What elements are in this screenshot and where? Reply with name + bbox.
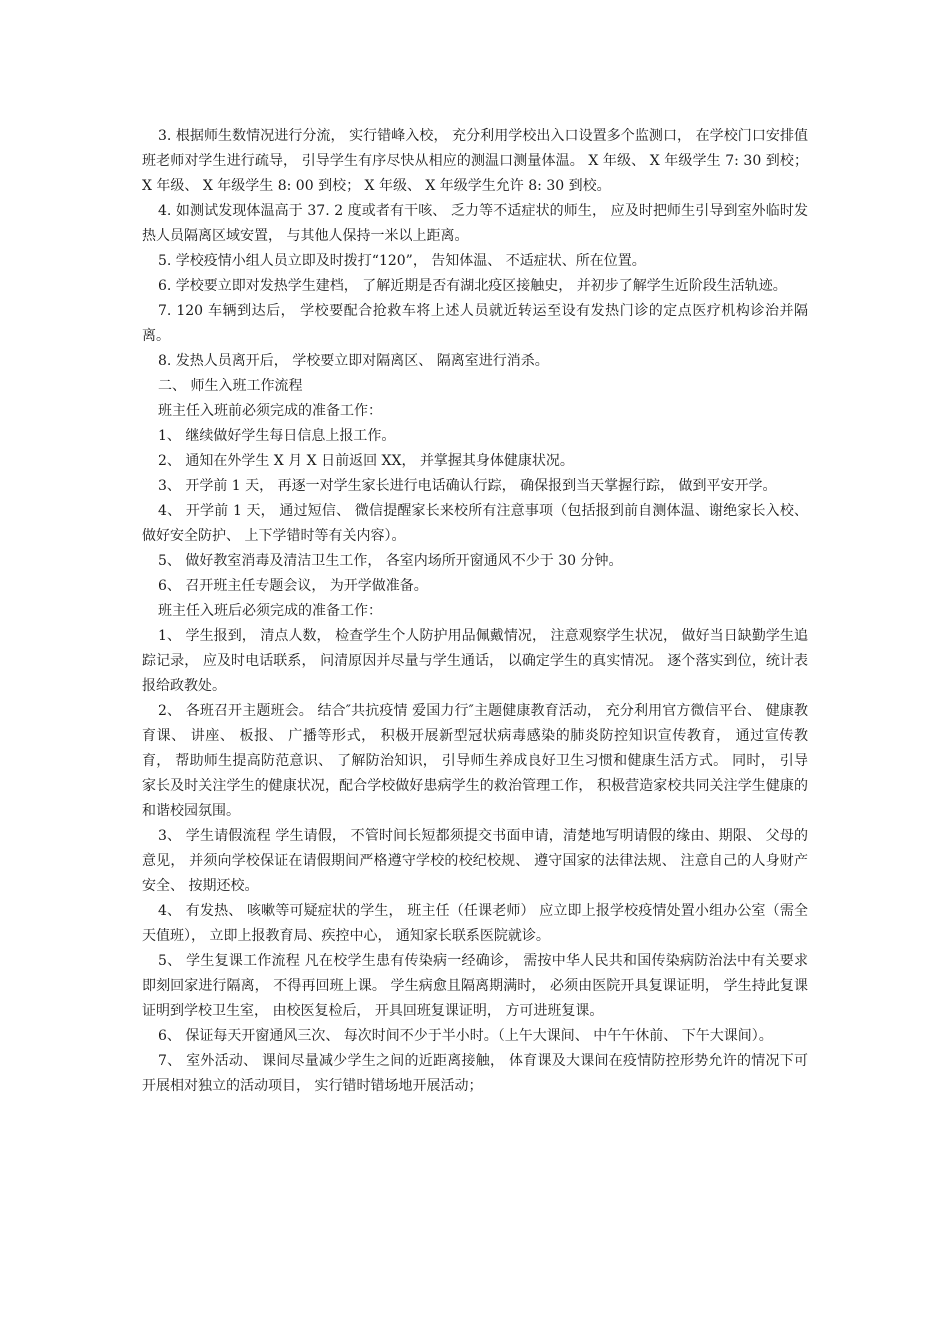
after-item-5: 5、 学生复课工作流程 凡在校学生患有传染病一经确诊， 需按中华人民共和国传染病防治法中有关要求即刻回家进行隔离， 不得再回班上课。 学生病愈且隔离期满时， 必须由医院开具复课证明， 学生持此复课证明到学校卫生室， 由校医复检后， 开具回班复课证明， 方可进班复课。	[142, 953, 808, 1019]
subheading-after-class: 班主任入班后必须完成的准备工作：	[158, 603, 382, 619]
before-item-2: 2、 通知在外学生 X 月 X 日前返回 XX， 并掌握其身体健康状况。	[158, 453, 574, 469]
before-item-4: 4、 开学前 1 天， 通过短信、 微信提醒家长来校所有注意事项（包括报到前自测体温、谢绝家长入校、 做好安全防护、 上下学错时等有关内容）。	[142, 503, 808, 544]
before-item-5: 5、 做好教室消毒及清洁卫生工作， 各室内场所开窗通风不少于 30 分钟。	[158, 553, 623, 569]
after-item-3: 3、 学生请假流程 学生请假， 不管时间长短都须提交书面申请，清楚地写明请假的缘由、期限、 父母的意见， 并须向学校保证在请假期间严格遵守学校的校纪校规、 遵守国家的法律法规、 注意自己的人身财产安全、 按期还校。	[142, 828, 808, 894]
after-item-6: 6、 保证每天开窗通风三次、 每次时间不少于半小时。（上午大课间、 中午午休前、 下午大课间）。	[158, 1028, 773, 1044]
paragraph-5-call-120: 5. 学校疫情小组人员立即及时拨打“120”， 告知体温、 不适症状、所在位置。	[158, 253, 646, 269]
before-item-6: 6、 召开班主任专题会议， 为开学做准备。	[158, 578, 428, 594]
paragraph-3-diversion: 3. 根据师生数情况进行分流， 实行错峰入校， 充分利用学校出入口设置多个监测口， 在学校门口安排值班老师对学生进行疏导， 引导学生有序尽快从相应的测温口测量体温。 X 年级、 X 年级学生 7: 30 到校； X 年级、 X 年级学生 8: 00 到校； X 年级、 X 年级学生允许 8: 30 到校。	[142, 128, 808, 194]
paragraph-7-ambulance: 7. 120 车辆到达后， 学校要配合抢救车将上述人员就近转运至设有发热门诊的定点医疗机构诊治并隔离。	[142, 303, 808, 344]
section-heading-2: 二、 师生入班工作流程	[158, 378, 303, 394]
subheading-before-class: 班主任入班前必须完成的准备工作：	[158, 403, 382, 419]
paragraph-6-records: 6. 学校要立即对发热学生建档， 了解近期是否有湖北疫区接触史， 并初步了解学生近阶段生活轨迹。	[158, 278, 787, 294]
after-item-2: 2、 各班召开主题班会。 结合″共抗疫情 爱国力行″主题健康教育活动， 充分利用官方微信平台、 健康教育课、 讲座、 板报、 广播等形式， 积极开展新型冠状病毒感染的肺炎防控知识宣传教育， 通过宣传教育， 帮助师生提高防范意识、 了解防治知识， 引导师生养成良好卫生习惯和健康生活方式。 同时， 引导家长及时关注学生的健康状况，配合学校做好患病学生的救治管理工作， 积极营造家校共同关注学生健康的和谐校园氛围。	[142, 703, 808, 819]
after-item-1: 1、 学生报到， 清点人数， 检查学生个人防护用品佩戴情况， 注意观察学生状况， 做好当日缺勤学生追踪记录， 应及时电话联系， 问清原因并尽量与学生通话， 以确定学生的真实情况。 逐个落实到位，统计表报给政教处。	[142, 628, 808, 694]
paragraph-4-temperature-check: 4. 如测试发现体温高于 37. 2 度或者有干咳、 乏力等不适症状的师生， 应及时把师生引导到室外临时发热人员隔离区域安置， 与其他人保持一米以上距离。	[142, 203, 808, 244]
paragraph-8-disinfection: 8. 发热人员离开后， 学校要立即对隔离区、 隔离室进行消杀。	[158, 353, 549, 369]
after-item-4: 4、 有发热、 咳嗽等可疑症状的学生， 班主任（任课老师） 应立即上报学校疫情处置小组办公室（需全天值班）， 立即上报教育局、疾控中心， 通知家长联系医院就诊。	[142, 903, 808, 944]
after-item-7: 7、 室外活动、 课间尽量减少学生之间的近距离接触， 体育课及大课间在疫情防控形势允许的情况下可开展相对独立的活动项目， 实行错时错场地开展活动；	[142, 1053, 808, 1094]
before-item-1: 1、 继续做好学生每日信息上报工作。	[158, 428, 396, 444]
document-body	[142, 124, 808, 1099]
before-item-3: 3、 开学前 1 天， 再逐一对学生家长进行电话确认行踪， 确保报到当天掌握行踪， 做到平安开学。	[158, 478, 777, 494]
